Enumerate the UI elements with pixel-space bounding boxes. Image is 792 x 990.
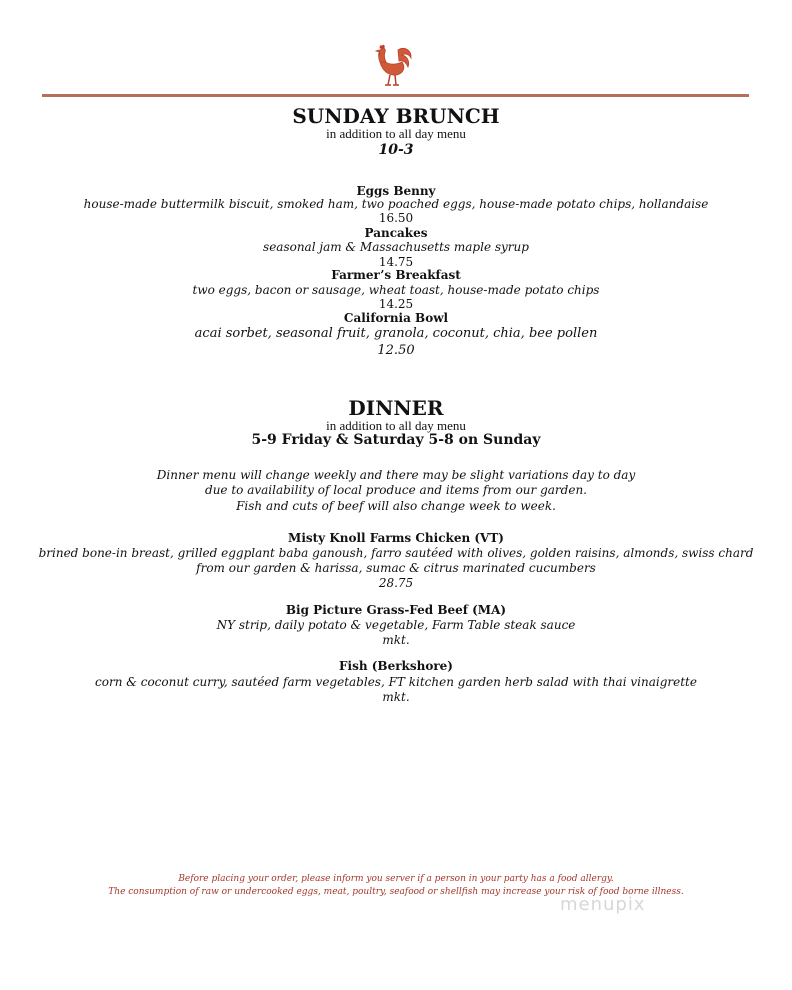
dinner-note-line: Fish and cuts of beef will also change week to week. xyxy=(236,499,556,513)
menu-item-description: NY strip, daily potato & vegetable, Farm Table steak sauce xyxy=(216,618,576,632)
menu-item-price: mkt. xyxy=(382,690,410,704)
menu-item-description: house-made buttermilk biscuit, smoked ham, two poached eggs, house-made potato chips, hollandaise xyxy=(83,197,709,211)
menu-item-name: Fish (Berkshore) xyxy=(339,659,453,673)
menu-item-name: Farmer’s Breakfast xyxy=(331,268,461,282)
menu-item-description: acai sorbet, seasonal fruit, granola, coconut, chia, bee pollen xyxy=(194,326,598,341)
header-divider xyxy=(42,94,749,97)
menu-item-name: Eggs Benny xyxy=(356,184,436,198)
menu-item-description: two eggs, bacon or sausage, wheat toast, house-made potato chips xyxy=(192,283,600,297)
menu-item-description: corn & coconut curry, sautéed farm vegetables, FT kitchen garden herb salad with thai vinaigrette xyxy=(95,675,697,689)
menu-item-price: mkt. xyxy=(382,633,410,647)
dinner-note-line: due to availability of local produce and items from our garden. xyxy=(205,483,587,497)
menu-item-description: from our garden & harissa, sumac & citrus marinated cucumbers xyxy=(196,561,596,575)
dinner-subtitle: in addition to all day menu xyxy=(326,418,466,433)
dinner-note-line: Dinner menu will change weekly and there may be slight variations day to day xyxy=(156,468,636,482)
dinner-title: DINNER xyxy=(348,396,444,420)
menu-item-price: 12.50 xyxy=(377,343,415,358)
allergy-notice: Before placing your order, please inform you server if a person in your party has a food allergy. xyxy=(178,874,614,884)
brunch-title: SUNDAY BRUNCH xyxy=(292,104,500,128)
brunch-hours: 10-3 xyxy=(378,142,414,158)
menu-item-description: brined bone-in breast, grilled eggplant baba ganoush, farro sautéed with olives, golden raisins, almonds, swiss chard xyxy=(38,546,754,560)
menu-item-name: California Bowl xyxy=(343,311,449,325)
brunch-subtitle: in addition to all day menu xyxy=(326,126,466,141)
menu-item-name: Misty Knoll Farms Chicken (VT) xyxy=(288,531,504,545)
menu-item-name: Pancakes xyxy=(364,226,428,240)
dinner-hours: 5-9 Friday & Saturday 5-8 on Sunday xyxy=(251,432,541,448)
menu-item-price: 16.50 xyxy=(378,211,414,225)
food-safety-notice: The consumption of raw or undercooked eggs, meat, poultry, seafood or shellfish may increase your risk of food borne illness. xyxy=(108,887,684,897)
menu-item-name: Big Picture Grass-Fed Beef (MA) xyxy=(285,603,507,617)
menu-item-description: seasonal jam & Massachusetts maple syrup xyxy=(263,240,529,254)
menu-item-price: 28.75 xyxy=(378,576,414,590)
menu-item-price: 14.75 xyxy=(378,255,414,269)
rooster-icon xyxy=(368,40,418,90)
watermark: menupix xyxy=(560,894,646,915)
menu-item-price: 14.25 xyxy=(378,297,414,311)
